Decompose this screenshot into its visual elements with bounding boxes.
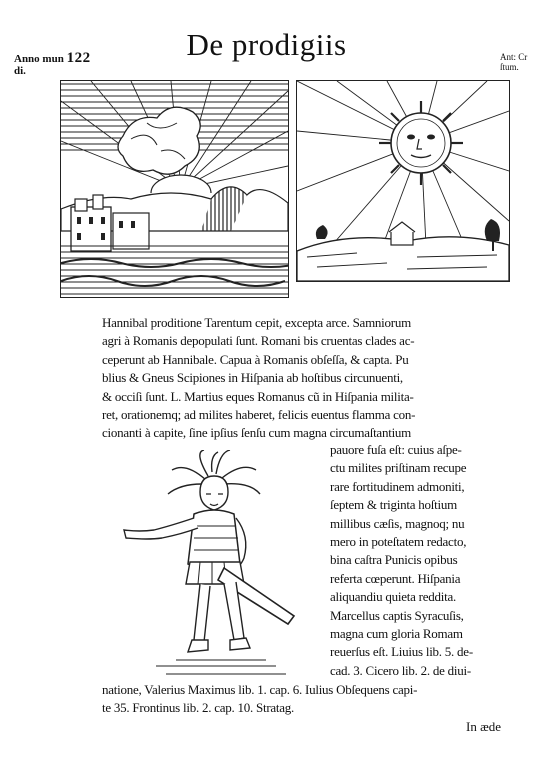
tail-text — [102, 681, 502, 718]
text-line: aliquandiu quieta reddita. — [330, 589, 456, 605]
main-text — [102, 314, 502, 443]
text-line: natione, Valerius Maximus lib. 1. cap. 6. Iulius Obſequens capi- — [102, 682, 418, 697]
text-line: ret, orationemq; ad milites haberet, felicis euentus flamma con- — [102, 407, 416, 423]
text-line: mero in poteſtatem redacto, — [330, 534, 467, 550]
text-line: Marcellus captis Syracuſis, — [330, 607, 464, 623]
text-line: bina caſtra Punicis opibus — [330, 552, 458, 568]
text-line: rare fortitudinem admoniti, — [330, 478, 465, 494]
margin-note-right-line1: Ant: Cr — [500, 52, 528, 62]
wrapped-text — [330, 441, 506, 680]
soldier-with-flaming-head-illustration — [116, 450, 320, 686]
text-line: & occiſi ſunt. L. Martius eques Romanus cũ in Hiſpania milita- — [102, 388, 414, 404]
text-line: cionanti à capite, ſine ipſius ſenſu cum magna circumaſtantium — [102, 425, 412, 441]
text-line: agri à Romanis depopulati ſunt. Romani bis cruentas clades ac- — [102, 333, 415, 349]
text-line: referta cœperunt. Hiſpania — [330, 570, 461, 586]
text-line: Hannibal proditione Tarentum cepit, excepta arce. Samniorum — [102, 315, 411, 330]
text-line: reuerſus eſt. Liuius lib. 5. de- — [330, 644, 473, 660]
text-line: blius & Gneus Scipiones in Hiſpania ab hoſtibus circunuenti, — [102, 370, 403, 386]
margin-note-right — [500, 52, 527, 72]
page-number: 122 — [66, 50, 91, 66]
sun-face-illustration — [296, 80, 510, 282]
landscape-with-cloud-illustration — [60, 80, 289, 298]
text-line: ctu milites priſtinam recupe — [330, 460, 467, 476]
margin-note-right-line2: ſtum. — [500, 62, 519, 72]
text-line: ſeptem & triginta hoſtium — [330, 497, 457, 513]
page-title: De prodigiis — [186, 27, 347, 62]
text-line: te 35. Frontinus lib. 2. cap. 10. Stratag. — [102, 700, 295, 716]
margin-note-year-label: Anno mun — [14, 53, 64, 65]
text-line: ceperunt ab Hannibale. Capua à Romanis obſeſſa, & capta. Pu — [102, 351, 409, 367]
text-line: pauore fuſa eſt: cuius aſpe- — [330, 442, 462, 457]
margin-note-year-label-cont: di. — [14, 65, 26, 77]
text-line: magna cum gloria Romam — [330, 626, 463, 642]
text-line: cad. 3. Cicero lib. 2. de diui- — [330, 662, 471, 678]
catchword: In æde — [466, 719, 502, 734]
text-line: millibus cæſis, magnoq; nu — [330, 515, 465, 531]
